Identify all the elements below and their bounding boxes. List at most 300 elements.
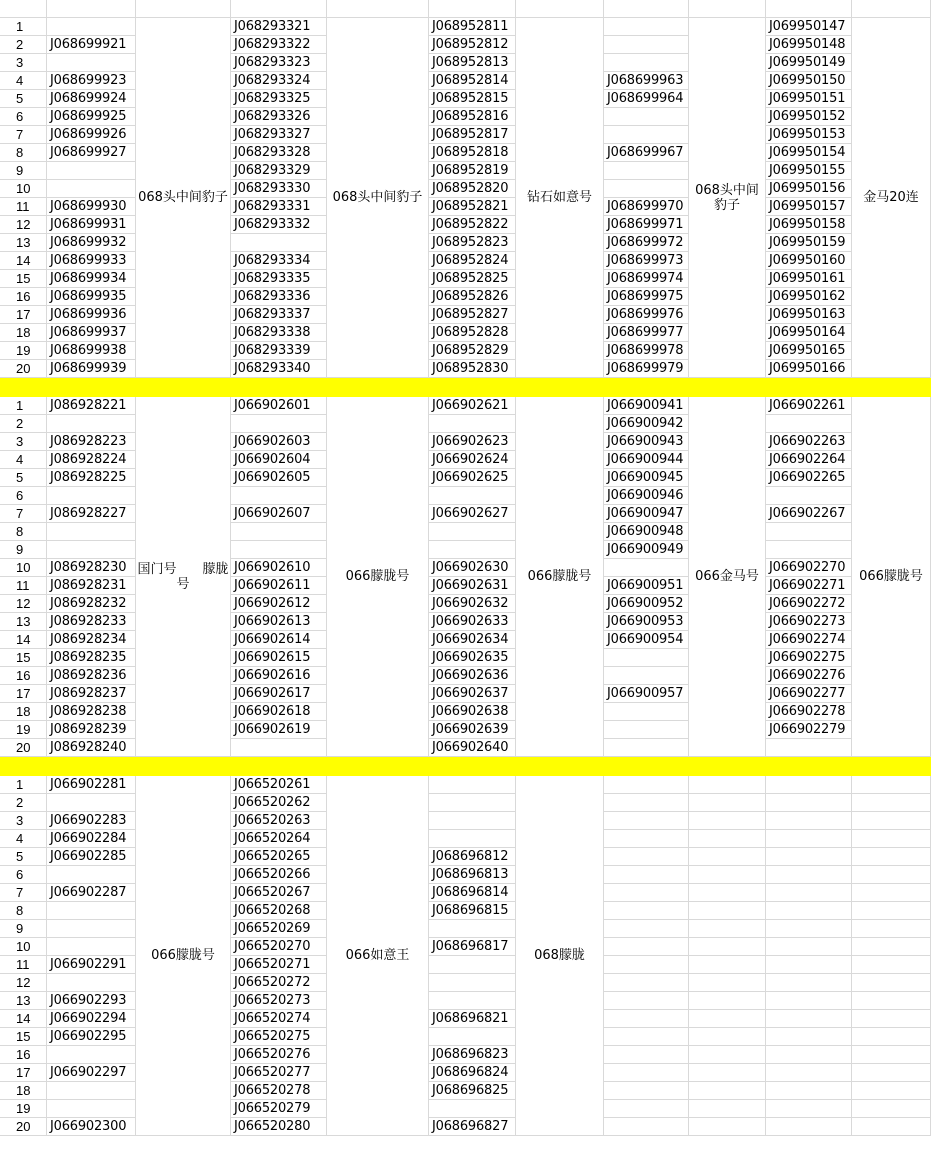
serial-code-cell[interactable]: J068696825 [429, 1082, 516, 1100]
serial-code-cell[interactable]: J068696817 [429, 938, 516, 956]
serial-code-cell[interactable]: J068293337 [231, 306, 327, 324]
serial-code-cell[interactable] [852, 776, 931, 794]
serial-code-cell[interactable]: J066902633 [429, 613, 516, 631]
serial-code-cell[interactable]: J069950165 [766, 342, 852, 360]
serial-code-cell[interactable]: J068952826 [429, 288, 516, 306]
serial-code-cell[interactable]: J066900951 [604, 577, 689, 595]
serial-code-cell[interactable] [766, 812, 852, 830]
serial-code-cell[interactable]: J066520278 [231, 1082, 327, 1100]
serial-code-cell[interactable]: J066902300 [47, 1118, 136, 1136]
serial-code-cell[interactable] [689, 1082, 766, 1100]
serial-code-cell[interactable]: J066902277 [766, 685, 852, 703]
serial-code-cell[interactable] [689, 1010, 766, 1028]
serial-code-cell[interactable]: J066902634 [429, 631, 516, 649]
serial-code-cell[interactable]: J069950149 [766, 54, 852, 72]
serial-code-cell[interactable]: J066902623 [429, 433, 516, 451]
serial-code-cell[interactable] [852, 848, 931, 866]
serial-code-cell[interactable]: J069950147 [766, 18, 852, 36]
serial-code-cell[interactable]: J066520280 [231, 1118, 327, 1136]
serial-code-cell[interactable]: J066902638 [429, 703, 516, 721]
serial-code-cell[interactable] [766, 1010, 852, 1028]
serial-code-cell[interactable]: J066900953 [604, 613, 689, 631]
serial-code-cell[interactable]: J066520279 [231, 1100, 327, 1118]
serial-code-cell[interactable]: J069950163 [766, 306, 852, 324]
serial-code-cell[interactable]: J066902604 [231, 451, 327, 469]
serial-code-cell[interactable]: J068952827 [429, 306, 516, 324]
serial-code-cell[interactable] [604, 739, 689, 757]
serial-code-cell[interactable] [604, 1118, 689, 1136]
serial-code-cell[interactable] [604, 1082, 689, 1100]
serial-code-cell[interactable]: J068952829 [429, 342, 516, 360]
serial-code-cell[interactable]: J068699979 [604, 360, 689, 378]
serial-code-cell[interactable]: J069950164 [766, 324, 852, 342]
serial-code-cell[interactable]: J066902261 [766, 397, 852, 415]
serial-code-cell[interactable]: J068952821 [429, 198, 516, 216]
serial-code-cell[interactable] [766, 523, 852, 541]
serial-code-cell[interactable] [429, 541, 516, 559]
serial-code-cell[interactable]: J068952824 [429, 252, 516, 270]
serial-code-cell[interactable]: J066520276 [231, 1046, 327, 1064]
serial-code-cell[interactable]: J068952828 [429, 324, 516, 342]
serial-code-cell[interactable] [604, 884, 689, 902]
serial-code-cell[interactable]: J068699971 [604, 216, 689, 234]
serial-code-cell[interactable] [47, 1046, 136, 1064]
serial-code-cell[interactable]: J068293323 [231, 54, 327, 72]
serial-code-cell[interactable]: J066902637 [429, 685, 516, 703]
serial-code-cell[interactable]: J066900946 [604, 487, 689, 505]
serial-code-cell[interactable]: J069950166 [766, 360, 852, 378]
serial-code-cell[interactable]: J086928239 [47, 721, 136, 739]
serial-code-cell[interactable]: J068699964 [604, 90, 689, 108]
serial-code-cell[interactable]: J066902603 [231, 433, 327, 451]
serial-code-cell[interactable]: J068696813 [429, 866, 516, 884]
category-label-cell[interactable]: 钻石如意号 [516, 18, 604, 378]
serial-code-cell[interactable] [689, 938, 766, 956]
serial-code-cell[interactable]: J069950150 [766, 72, 852, 90]
serial-code-cell[interactable]: J068952816 [429, 108, 516, 126]
serial-code-cell[interactable] [47, 180, 136, 198]
serial-code-cell[interactable] [852, 1028, 931, 1046]
serial-code-cell[interactable]: J086928240 [47, 739, 136, 757]
serial-code-cell[interactable]: J066902607 [231, 505, 327, 523]
serial-code-cell[interactable]: J068699977 [604, 324, 689, 342]
serial-code-cell[interactable] [604, 1010, 689, 1028]
serial-code-cell[interactable]: J066520273 [231, 992, 327, 1010]
serial-code-cell[interactable]: J066902636 [429, 667, 516, 685]
serial-code-cell[interactable] [429, 992, 516, 1010]
serial-code-cell[interactable]: J066900941 [604, 397, 689, 415]
serial-code-cell[interactable] [604, 956, 689, 974]
serial-code-cell[interactable]: J068699937 [47, 324, 136, 342]
serial-code-cell[interactable]: J066902276 [766, 667, 852, 685]
serial-code-cell[interactable] [47, 487, 136, 505]
serial-code-cell[interactable] [604, 162, 689, 180]
header-cell[interactable] [516, 0, 604, 18]
serial-code-cell[interactable] [689, 1046, 766, 1064]
serial-code-cell[interactable]: J066902285 [47, 848, 136, 866]
serial-code-cell[interactable]: J066900952 [604, 595, 689, 613]
serial-code-cell[interactable] [604, 1046, 689, 1064]
serial-code-cell[interactable] [766, 848, 852, 866]
serial-code-cell[interactable]: J068293326 [231, 108, 327, 126]
serial-code-cell[interactable]: J068952819 [429, 162, 516, 180]
serial-code-cell[interactable] [689, 776, 766, 794]
serial-code-cell[interactable]: J068699924 [47, 90, 136, 108]
serial-code-cell[interactable]: J068696821 [429, 1010, 516, 1028]
serial-code-cell[interactable]: J066902278 [766, 703, 852, 721]
serial-code-cell[interactable]: J069950152 [766, 108, 852, 126]
serial-code-cell[interactable]: J086928223 [47, 433, 136, 451]
serial-code-cell[interactable] [47, 162, 136, 180]
serial-code-cell[interactable]: J068696823 [429, 1046, 516, 1064]
serial-code-cell[interactable]: J066902263 [766, 433, 852, 451]
serial-code-cell[interactable]: J066520268 [231, 902, 327, 920]
serial-code-cell[interactable]: J068699927 [47, 144, 136, 162]
serial-code-cell[interactable] [689, 902, 766, 920]
serial-code-cell[interactable] [47, 54, 136, 72]
serial-code-cell[interactable] [852, 1010, 931, 1028]
serial-code-cell[interactable] [604, 559, 689, 577]
serial-code-cell[interactable] [429, 794, 516, 812]
serial-code-cell[interactable] [766, 1100, 852, 1118]
serial-code-cell[interactable]: J068293325 [231, 90, 327, 108]
serial-code-cell[interactable] [231, 523, 327, 541]
serial-code-cell[interactable]: J068293338 [231, 324, 327, 342]
serial-code-cell[interactable]: J066902617 [231, 685, 327, 703]
serial-code-cell[interactable]: J068699963 [604, 72, 689, 90]
serial-code-cell[interactable] [47, 1082, 136, 1100]
serial-code-cell[interactable] [689, 1100, 766, 1118]
serial-code-cell[interactable]: J066902632 [429, 595, 516, 613]
serial-code-cell[interactable]: J066520269 [231, 920, 327, 938]
serial-code-cell[interactable]: J068699976 [604, 306, 689, 324]
serial-code-cell[interactable]: J069950148 [766, 36, 852, 54]
serial-code-cell[interactable] [766, 415, 852, 433]
serial-code-cell[interactable]: J066902294 [47, 1010, 136, 1028]
serial-code-cell[interactable] [766, 1082, 852, 1100]
serial-code-cell[interactable] [852, 902, 931, 920]
serial-code-cell[interactable]: J066900954 [604, 631, 689, 649]
header-cell[interactable] [0, 0, 47, 18]
serial-code-cell[interactable] [604, 649, 689, 667]
serial-code-cell[interactable]: J066902275 [766, 649, 852, 667]
serial-code-cell[interactable]: J068696815 [429, 902, 516, 920]
serial-code-cell[interactable] [47, 1100, 136, 1118]
serial-code-cell[interactable]: J068699936 [47, 306, 136, 324]
category-label-cell[interactable]: 066朦胧号 [327, 397, 429, 757]
serial-code-cell[interactable]: J066520270 [231, 938, 327, 956]
serial-code-cell[interactable]: J066900947 [604, 505, 689, 523]
serial-code-cell[interactable]: J066520277 [231, 1064, 327, 1082]
serial-code-cell[interactable] [766, 1064, 852, 1082]
serial-code-cell[interactable]: J066900949 [604, 541, 689, 559]
serial-code-cell[interactable] [766, 541, 852, 559]
serial-code-cell[interactable]: J086928236 [47, 667, 136, 685]
serial-code-cell[interactable] [766, 956, 852, 974]
serial-code-cell[interactable]: J068293339 [231, 342, 327, 360]
serial-code-cell[interactable] [429, 830, 516, 848]
serial-code-cell[interactable]: J068699921 [47, 36, 136, 54]
serial-code-cell[interactable]: J066900942 [604, 415, 689, 433]
serial-code-cell[interactable]: J069950151 [766, 90, 852, 108]
category-label-cell[interactable]: 国门号 朦胧号 [136, 397, 231, 757]
serial-code-cell[interactable]: J068293328 [231, 144, 327, 162]
serial-code-cell[interactable] [604, 1064, 689, 1082]
serial-code-cell[interactable]: J068952825 [429, 270, 516, 288]
category-label-cell[interactable]: 068头中间豹子 [327, 18, 429, 378]
serial-code-cell[interactable]: J086928234 [47, 631, 136, 649]
header-cell[interactable] [47, 0, 136, 18]
category-label-cell[interactable]: 068朦胧 [516, 776, 604, 1136]
serial-code-cell[interactable]: J068293322 [231, 36, 327, 54]
serial-code-cell[interactable] [47, 974, 136, 992]
serial-code-cell[interactable]: J066902624 [429, 451, 516, 469]
serial-code-cell[interactable] [604, 36, 689, 54]
serial-code-cell[interactable]: J066520275 [231, 1028, 327, 1046]
serial-code-cell[interactable] [429, 920, 516, 938]
serial-code-cell[interactable]: J066902639 [429, 721, 516, 739]
serial-code-cell[interactable] [852, 812, 931, 830]
serial-code-cell[interactable]: J068699930 [47, 198, 136, 216]
serial-code-cell[interactable]: J068952811 [429, 18, 516, 36]
serial-code-cell[interactable] [604, 974, 689, 992]
serial-code-cell[interactable]: J068293327 [231, 126, 327, 144]
serial-code-cell[interactable]: J066902283 [47, 812, 136, 830]
serial-code-cell[interactable] [604, 721, 689, 739]
serial-code-cell[interactable] [604, 938, 689, 956]
serial-code-cell[interactable]: J066902625 [429, 469, 516, 487]
serial-code-cell[interactable] [766, 1046, 852, 1064]
serial-code-cell[interactable]: J068293321 [231, 18, 327, 36]
serial-code-cell[interactable]: J068293324 [231, 72, 327, 90]
serial-code-cell[interactable] [689, 848, 766, 866]
serial-code-cell[interactable] [604, 920, 689, 938]
serial-code-cell[interactable] [604, 866, 689, 884]
serial-code-cell[interactable] [852, 794, 931, 812]
serial-code-cell[interactable] [766, 1118, 852, 1136]
serial-code-cell[interactable] [604, 992, 689, 1010]
serial-code-cell[interactable]: J069950153 [766, 126, 852, 144]
serial-code-cell[interactable]: J066900957 [604, 685, 689, 703]
serial-code-cell[interactable]: J066902265 [766, 469, 852, 487]
serial-code-cell[interactable]: J068699931 [47, 216, 136, 234]
serial-code-cell[interactable] [766, 884, 852, 902]
serial-code-cell[interactable] [766, 992, 852, 1010]
header-cell[interactable] [689, 0, 766, 18]
serial-code-cell[interactable]: J068696812 [429, 848, 516, 866]
serial-code-cell[interactable] [604, 703, 689, 721]
serial-code-cell[interactable]: J066900945 [604, 469, 689, 487]
serial-code-cell[interactable]: J066902612 [231, 595, 327, 613]
serial-code-cell[interactable] [689, 866, 766, 884]
serial-code-cell[interactable]: J068293335 [231, 270, 327, 288]
serial-code-cell[interactable]: J068699938 [47, 342, 136, 360]
category-label-cell[interactable]: 068头中间豹子 [689, 18, 766, 378]
serial-code-cell[interactable] [604, 18, 689, 36]
serial-code-cell[interactable]: J068699926 [47, 126, 136, 144]
serial-code-cell[interactable]: J066902291 [47, 956, 136, 974]
serial-code-cell[interactable]: J068952813 [429, 54, 516, 72]
category-label-cell[interactable]: 066朦胧号 [136, 776, 231, 1136]
serial-code-cell[interactable]: J066900948 [604, 523, 689, 541]
serial-code-cell[interactable]: J068696827 [429, 1118, 516, 1136]
serial-code-cell[interactable]: J068699974 [604, 270, 689, 288]
serial-code-cell[interactable]: J066902297 [47, 1064, 136, 1082]
serial-code-cell[interactable]: J068293332 [231, 216, 327, 234]
serial-code-cell[interactable] [852, 830, 931, 848]
serial-code-cell[interactable] [604, 848, 689, 866]
header-cell[interactable] [231, 0, 327, 18]
serial-code-cell[interactable] [766, 487, 852, 505]
category-label-cell[interactable]: 066朦胧号 [516, 397, 604, 757]
serial-code-cell[interactable] [604, 1028, 689, 1046]
serial-code-cell[interactable] [429, 812, 516, 830]
serial-code-cell[interactable] [604, 794, 689, 812]
serial-code-cell[interactable] [689, 884, 766, 902]
serial-code-cell[interactable]: J068699933 [47, 252, 136, 270]
serial-code-cell[interactable]: J068699972 [604, 234, 689, 252]
serial-code-cell[interactable]: J066902635 [429, 649, 516, 667]
serial-code-cell[interactable]: J068952817 [429, 126, 516, 144]
serial-code-cell[interactable] [231, 487, 327, 505]
serial-code-cell[interactable]: J069950160 [766, 252, 852, 270]
serial-code-cell[interactable] [47, 938, 136, 956]
serial-code-cell[interactable] [47, 541, 136, 559]
category-label-cell[interactable]: 066金马号 [689, 397, 766, 757]
serial-code-cell[interactable]: J066902287 [47, 884, 136, 902]
serial-code-cell[interactable]: J068952814 [429, 72, 516, 90]
serial-code-cell[interactable]: J066902601 [231, 397, 327, 415]
serial-code-cell[interactable] [766, 1028, 852, 1046]
serial-code-cell[interactable]: J068699925 [47, 108, 136, 126]
serial-code-cell[interactable]: J066902274 [766, 631, 852, 649]
serial-code-cell[interactable] [429, 415, 516, 433]
serial-code-cell[interactable]: J066520271 [231, 956, 327, 974]
serial-code-cell[interactable]: J066902621 [429, 397, 516, 415]
serial-code-cell[interactable]: J068952822 [429, 216, 516, 234]
serial-code-cell[interactable]: J086928235 [47, 649, 136, 667]
serial-code-cell[interactable]: J069950154 [766, 144, 852, 162]
serial-code-cell[interactable]: J066520265 [231, 848, 327, 866]
serial-code-cell[interactable]: J086928233 [47, 613, 136, 631]
header-cell[interactable] [327, 0, 429, 18]
serial-code-cell[interactable]: J069950162 [766, 288, 852, 306]
serial-code-cell[interactable]: J086928227 [47, 505, 136, 523]
serial-code-cell[interactable] [429, 776, 516, 794]
serial-code-cell[interactable]: J068699934 [47, 270, 136, 288]
serial-code-cell[interactable] [231, 415, 327, 433]
serial-code-cell[interactable]: J068293331 [231, 198, 327, 216]
serial-code-cell[interactable]: J066520272 [231, 974, 327, 992]
serial-code-cell[interactable]: J068952815 [429, 90, 516, 108]
serial-code-cell[interactable] [47, 794, 136, 812]
serial-code-cell[interactable]: J069950157 [766, 198, 852, 216]
header-cell[interactable] [852, 0, 931, 18]
serial-code-cell[interactable]: J066520266 [231, 866, 327, 884]
serial-code-cell[interactable]: J066902270 [766, 559, 852, 577]
serial-code-cell[interactable]: J066520267 [231, 884, 327, 902]
serial-code-cell[interactable] [852, 992, 931, 1010]
category-label-cell[interactable]: 066朦胧号 [852, 397, 931, 757]
serial-code-cell[interactable]: J068952823 [429, 234, 516, 252]
serial-code-cell[interactable]: J066902273 [766, 613, 852, 631]
serial-code-cell[interactable]: J086928224 [47, 451, 136, 469]
serial-code-cell[interactable]: J069950156 [766, 180, 852, 198]
serial-code-cell[interactable]: J068952820 [429, 180, 516, 198]
serial-code-cell[interactable]: J066902615 [231, 649, 327, 667]
serial-code-cell[interactable] [47, 902, 136, 920]
serial-code-cell[interactable] [604, 667, 689, 685]
serial-code-cell[interactable]: J066902619 [231, 721, 327, 739]
serial-code-cell[interactable] [604, 126, 689, 144]
serial-code-cell[interactable]: J069950158 [766, 216, 852, 234]
header-cell[interactable] [604, 0, 689, 18]
serial-code-cell[interactable] [852, 1046, 931, 1064]
serial-code-cell[interactable] [604, 902, 689, 920]
serial-code-cell[interactable]: J066902293 [47, 992, 136, 1010]
serial-code-cell[interactable] [766, 920, 852, 938]
serial-code-cell[interactable]: J068293340 [231, 360, 327, 378]
serial-code-cell[interactable] [852, 866, 931, 884]
serial-code-cell[interactable] [852, 956, 931, 974]
serial-code-cell[interactable]: J066902267 [766, 505, 852, 523]
serial-code-cell[interactable]: J066902279 [766, 721, 852, 739]
serial-code-cell[interactable] [852, 884, 931, 902]
serial-code-cell[interactable]: J086928238 [47, 703, 136, 721]
serial-code-cell[interactable]: J066902610 [231, 559, 327, 577]
serial-code-cell[interactable] [766, 866, 852, 884]
serial-code-cell[interactable]: J068699978 [604, 342, 689, 360]
serial-code-cell[interactable] [47, 415, 136, 433]
serial-code-cell[interactable]: J069950155 [766, 162, 852, 180]
serial-code-cell[interactable]: J086928232 [47, 595, 136, 613]
serial-code-cell[interactable]: J068699923 [47, 72, 136, 90]
serial-code-cell[interactable] [429, 1100, 516, 1118]
serial-code-cell[interactable] [604, 1100, 689, 1118]
serial-code-cell[interactable]: J066900944 [604, 451, 689, 469]
serial-code-cell[interactable] [852, 974, 931, 992]
serial-code-cell[interactable]: J086928225 [47, 469, 136, 487]
serial-code-cell[interactable]: J066902640 [429, 739, 516, 757]
serial-code-cell[interactable]: J066902630 [429, 559, 516, 577]
serial-code-cell[interactable] [689, 974, 766, 992]
serial-code-cell[interactable]: J068293329 [231, 162, 327, 180]
serial-code-cell[interactable]: J066900943 [604, 433, 689, 451]
serial-code-cell[interactable] [689, 1118, 766, 1136]
serial-code-cell[interactable]: J066902264 [766, 451, 852, 469]
serial-code-cell[interactable] [852, 920, 931, 938]
serial-code-cell[interactable] [766, 938, 852, 956]
serial-code-cell[interactable]: J068699975 [604, 288, 689, 306]
serial-code-cell[interactable] [852, 1082, 931, 1100]
serial-code-cell[interactable]: J086928237 [47, 685, 136, 703]
serial-code-cell[interactable] [766, 830, 852, 848]
serial-code-cell[interactable]: J066902284 [47, 830, 136, 848]
serial-code-cell[interactable] [429, 523, 516, 541]
serial-code-cell[interactable] [689, 956, 766, 974]
serial-code-cell[interactable]: J066902605 [231, 469, 327, 487]
serial-code-cell[interactable] [604, 108, 689, 126]
serial-code-cell[interactable] [766, 974, 852, 992]
serial-code-cell[interactable]: J066902613 [231, 613, 327, 631]
serial-code-cell[interactable]: J068293336 [231, 288, 327, 306]
serial-code-cell[interactable]: J069950161 [766, 270, 852, 288]
header-cell[interactable] [136, 0, 231, 18]
serial-code-cell[interactable]: J066520263 [231, 812, 327, 830]
serial-code-cell[interactable]: J068699935 [47, 288, 136, 306]
serial-code-cell[interactable]: J086928231 [47, 577, 136, 595]
serial-code-cell[interactable] [766, 902, 852, 920]
